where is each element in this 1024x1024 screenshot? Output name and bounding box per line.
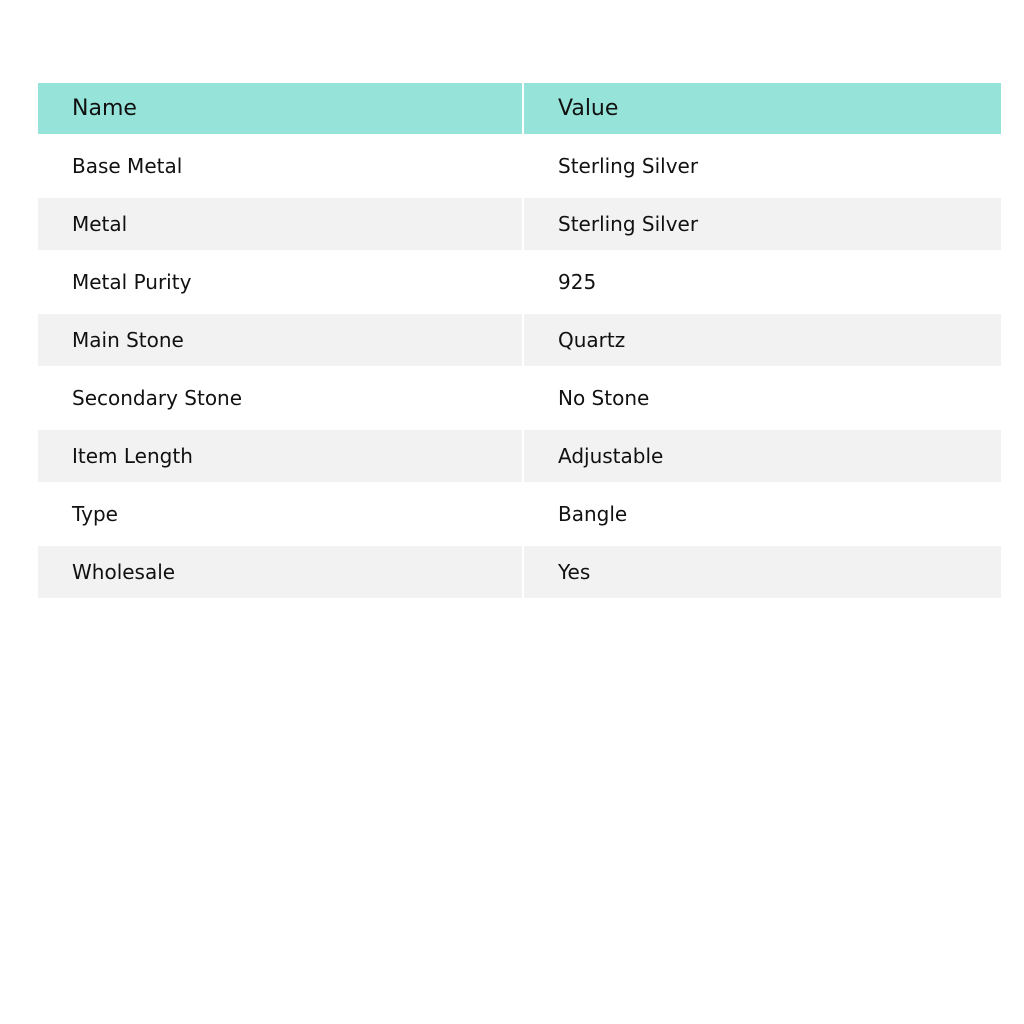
specifications-table [38,83,1001,598]
table-row [38,195,1001,253]
table-row [38,543,1001,598]
header-row [38,83,1001,137]
table-row [38,369,1001,427]
row-value-cell: No Stone [523,369,1001,427]
header-value: Value [523,83,1001,137]
table-body [38,137,1001,598]
row-name-cell: Metal [38,195,523,253]
row-value-cell: 925 [523,253,1001,311]
row-value-cell: Bangle [523,485,1001,543]
row-value-cell: Sterling Silver [523,137,1001,195]
table-row [38,137,1001,195]
header-name: Name [38,83,523,137]
row-name-cell: Metal Purity [38,253,523,311]
row-name-cell: Item Length [38,427,523,485]
table-row [38,485,1001,543]
row-value-cell: Yes [523,543,1001,598]
row-name-cell: Wholesale [38,543,523,598]
row-name-cell: Type [38,485,523,543]
row-name-cell: Main Stone [38,311,523,369]
table-header [38,83,1001,137]
row-name-cell: Secondary Stone [38,369,523,427]
row-name-cell: Base Metal [38,137,523,195]
row-value-cell: Quartz [523,311,1001,369]
table-row [38,427,1001,485]
row-value-cell: Adjustable [523,427,1001,485]
table-row [38,253,1001,311]
table-row [38,311,1001,369]
row-value-cell: Sterling Silver [523,195,1001,253]
